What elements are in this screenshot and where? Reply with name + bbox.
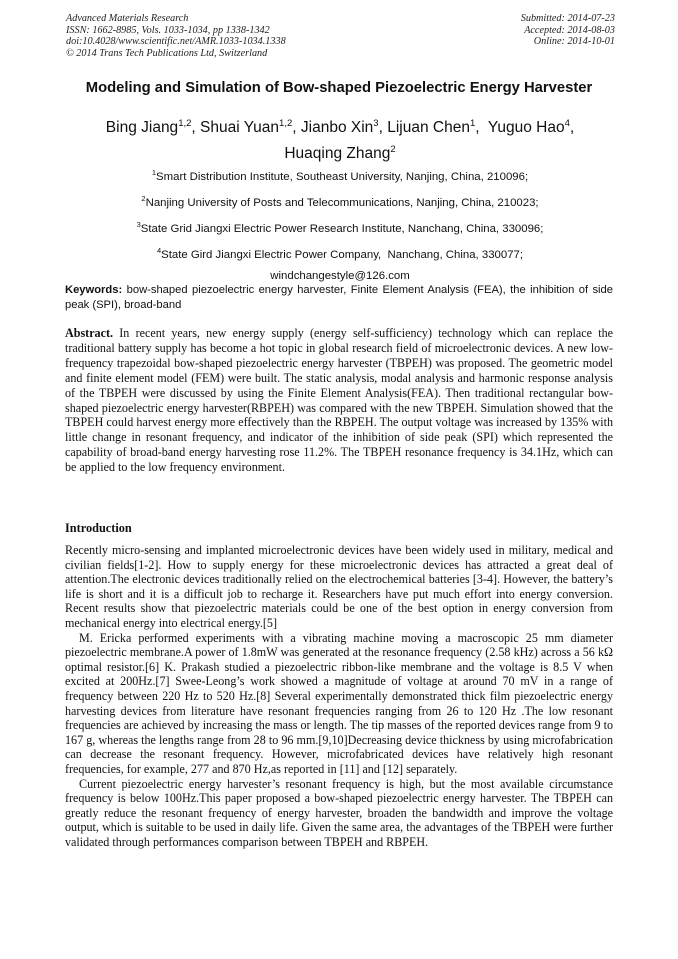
author: Yuguo Hao$^4$, <box>487 118 575 137</box>
paper-title: Modeling and Simulation of Bow-shaped Piezoelectric Energy Harvester <box>85 80 593 96</box>
dates-header <box>521 13 615 48</box>
doi-line[interactable]: doi:10.4028/www.scientific.net/AMR.1033-1034.1338 <box>66 36 286 48</box>
abstract-label: Abstract. <box>65 326 114 340</box>
paragraph: Recently micro-sensing and implanted microelectronic devices have been widely used in military, medical and civilian fields[1-2]. How to supply energy for these microelectronic devices has attracted a great deal of attention.The electronic devices traditionally relied on the electrochemical batteries [3-4]. However, the battery’s life is short and it is a difficult job to recharge it. Researchers have put much effort into energy conversion. Recent results show that piezoelectric materials could be one of the best option in energy conversion from mechanical energy into electrical energy.[5] <box>65 543 613 630</box>
abstract-block <box>65 326 613 475</box>
paragraph: Current piezoelectric energy harvester’s resonant frequency is high, but the most available circumstance frequency is below 100Hz.This paper proposed a bow-shaped piezoelectric energy harvester. The TBPEH can greatly reduce the resonant frequency of energy harvester, broaden the bandwidth and improve the voltage output, which is suitable to be used in daily life. Given the same area, the advantages of the TBPEH were further validated through performances comparison between TBPEH and RBPEH. <box>65 776 613 849</box>
submitted-date: Submitted: 2014-07-23 <box>520 13 615 24</box>
affiliation-list <box>60 162 620 287</box>
journal-header <box>66 13 286 59</box>
affiliation: $^4$State Gird Jiangxi Electric Power Company, Nanchang, China, 330077; <box>156 246 524 261</box>
affiliation: $^1$Smart Distribution Institute, Southeast University, Nanjing, China, 210096; <box>151 168 529 183</box>
affiliation: $^2$Nanjing University of Posts and Telecommunications, Nanjing, China, 210023; <box>141 194 539 209</box>
keywords-label: Keywords: <box>65 284 123 296</box>
keywords-block <box>65 283 613 312</box>
issn-line: ISSN: 1662-8985, Vols. 1033-1034, pp 1338-1342 <box>66 24 270 36</box>
author-email[interactable]: windchangestyle@126.com <box>270 270 410 282</box>
author-list <box>60 113 620 165</box>
online-date: Online: 2014-10-01 <box>533 36 615 48</box>
introduction-body <box>65 543 613 849</box>
author: Lijuan Chen$^1$, <box>387 118 488 137</box>
accepted-date: Accepted: 2014-08-03 <box>524 24 615 36</box>
paragraph: M. Ericka performed experiments with a vibrating machine moving a macroscopic 25 mm diameter piezoelectric membrane.A power of 1.8mW was generated at the resonance frequency (2.58 kHz) across a 56 kΩ optimal resistor.[6] K. Prakash studied a piezoelectric ribbon-like membrane and the voltage is 8.5 V when excited at 200Hz.[7] Swee-Leong’s work showed a magnitude of voltage at around 70 mV in a range of frequency between 220 Hz to 520 Hz.[8] Several experimentally demonstrated thick film piezoelectric energy harvesting devices from literature have resonant frequencies ranging from 26 to 120 Hz .The low resonant frequencies are achieved by increasing the mass or length. The tip masses of the reported devices range from 9 to 167 g, whereas the lengths range from 28 to 96 mm.[9,10]Decreasing device thickness by using microfabrication can decrease the resonant frequency. However, microfabricated devices have relatively high resonant frequencies, for example, 277 and 870 Hz,as reported in [11] and [12] separately. <box>65 630 613 776</box>
keywords-text: bow-shaped piezoelectric energy harvester, Finite Element Analysis (FEA), the inhibition of side peak (SPI), broad-band <box>65 284 613 311</box>
author: Huaqing Zhang$^2$ <box>284 144 396 163</box>
author: Bing Jiang$^{1,2}$, <box>105 118 201 137</box>
author: Shuai Yuan$^{1,2}$, <box>200 118 301 137</box>
journal-name: Advanced Materials Research <box>66 13 189 24</box>
affiliation: $^3$State Grid Jiangxi Electric Power Research Institute, Nanchang, China, 330096; <box>136 220 544 235</box>
abstract-text: In recent years, new energy supply (energy self-sufficiency) technology which can replace the traditional battery supply has become a hot topic in global research field of microelectronic devices. A new low-frequency trapezoidal bow-shaped piezoelectric energy harvester (TBPEH) was proposed. The geometric model and finite element model (FEM) were built. The static analysis, modal analysis and harmonic response analysis of the TBPEH were discussed by using the Finite Element Analysis(FEA). Then traditional rectangular bow-shaped piezoelectric energy harvester(RBPEH) was compared with the new TBPEH. Simulation showed that the TBPEH could harvest energy more effectively than the RBPEH. The output voltage was increased by 135% with little change in resonant frequency, and indicator of the inhibition of side peak (SPI) which represented the capability of broad-band energy harvesting rose 11.2%. The TBPEH resonance frequency is 34.1Hz, which can be applied to the low frequency environment. <box>65 326 613 475</box>
introduction-heading: Introduction <box>65 521 132 535</box>
copyright-line: © 2014 Trans Tech Publications Ltd, Switzerland <box>66 47 268 59</box>
author: Jianbo Xin$^3$, <box>300 118 388 137</box>
